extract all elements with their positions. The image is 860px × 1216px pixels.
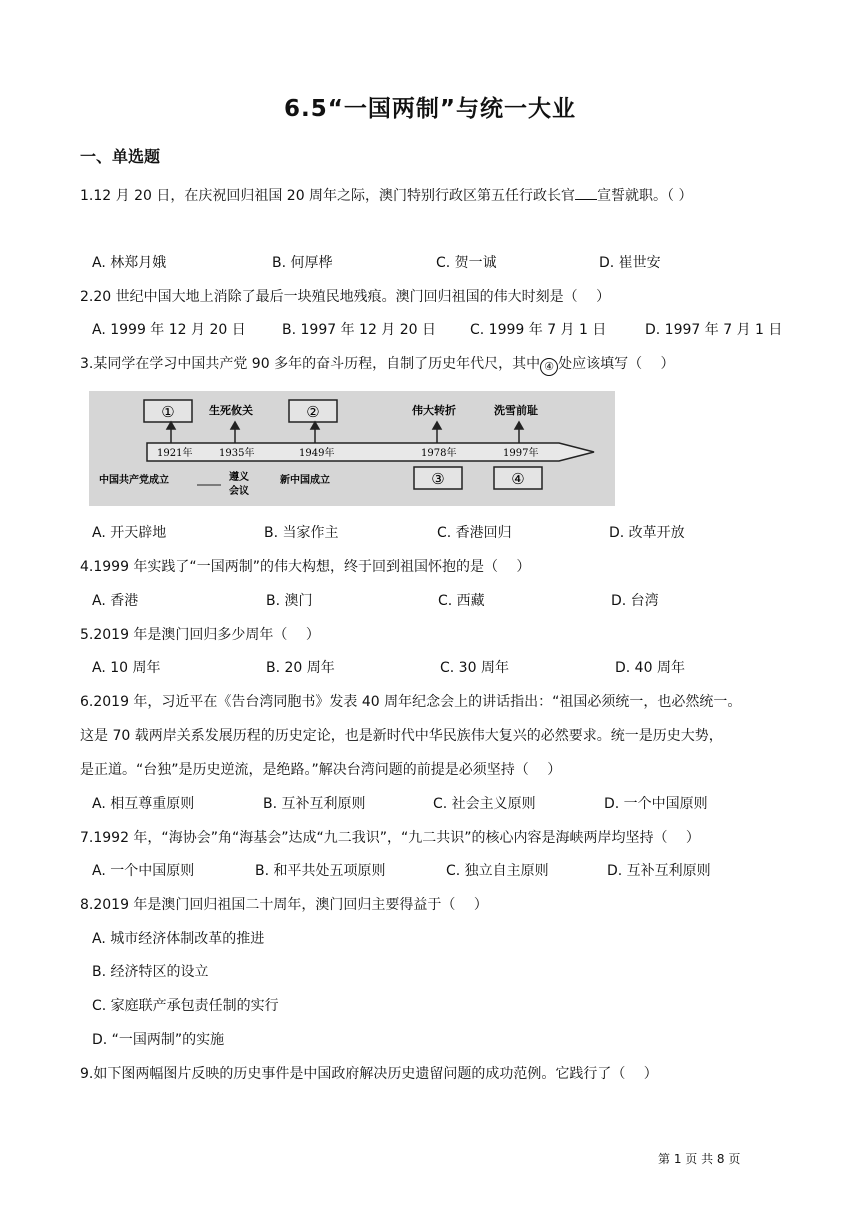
question-1-option-a[interactable]: A. 林郑月娥: [92, 255, 167, 271]
timeline-box-1-label: ①: [161, 403, 175, 421]
question-8-option-c[interactable]: C. 家庭联产承包责任制的实行: [92, 998, 279, 1014]
question-7-option-c[interactable]: C. 独立自主原则: [446, 863, 549, 879]
timeline-label-zunyi: 遵义: [229, 472, 249, 483]
question-8-stem: 8.2019 年是澳门回归祖国二十周年，澳门回归主要得益于（ ）: [80, 897, 488, 913]
question-2-option-b[interactable]: B. 1997 年 12 月 20 日: [282, 322, 437, 338]
section-heading: 一、单选题: [80, 147, 161, 166]
question-3-option-c[interactable]: C. 香港回归: [437, 525, 512, 541]
question-3-option-d[interactable]: D. 改革开放: [609, 525, 685, 541]
question-5-option-d[interactable]: D. 40 周年: [615, 660, 685, 676]
question-7-option-a[interactable]: A. 一个中国原则: [92, 863, 195, 879]
timeline-year-1978: 1978年: [421, 448, 457, 459]
question-9-stem: 9.如下图两幅图片反映的历史事件是中国政府解决历史遗留问题的成功范例。它践行了（ ）: [80, 1066, 658, 1082]
page-title: 6.5“一国两制”与统一大业: [284, 96, 576, 122]
question-5-option-b[interactable]: B. 20 周年: [266, 660, 335, 676]
circled-number: ④: [540, 358, 558, 376]
question-8-option-a[interactable]: A. 城市经济体制改革的推进: [92, 931, 265, 947]
answer-blank: [575, 185, 597, 200]
timeline-label-xixue: 洗雪前耻: [494, 404, 538, 417]
timeline-label-shengsi: 生死攸关: [209, 404, 253, 417]
question-3-option-b[interactable]: B. 当家作主: [264, 525, 339, 541]
question-1-option-d[interactable]: D. 崔世安: [599, 255, 661, 271]
question-7-stem: 7.1992 年，“海协会”角“海基会”达成“九二我识”，“九二共识”的核心内容是海峡两岸均坚持（ ）: [80, 830, 700, 846]
timeline-label-weida: 伟大转折: [412, 404, 456, 417]
timeline-image: [89, 391, 615, 506]
question-1-stem: 1.12 月 20 日，在庆祝回归祖国 20 周年之际，澳门特别行政区第五任行政长官 宣誓就职。（ ）: [80, 185, 693, 206]
question-2-stem: 2.20 世纪中国大地上消除了最后一块殖民地残痕。澳门回归祖国的伟大时刻是（ ）: [80, 289, 611, 305]
question-7-option-b[interactable]: B. 和平共处五项原则: [255, 863, 386, 879]
question-5-stem: 5.2019 年是澳门回归多少周年（ ）: [80, 627, 320, 643]
timeline-year-1921: 1921年: [157, 448, 193, 459]
timeline-label-huiyi: 会议: [229, 486, 249, 497]
question-4-option-d[interactable]: D. 台湾: [611, 593, 659, 609]
question-6-option-c[interactable]: C. 社会主义原则: [433, 796, 536, 812]
question-2-option-d[interactable]: D. 1997 年 7 月 1 日: [645, 322, 783, 338]
question-4-option-a[interactable]: A. 香港: [92, 593, 139, 609]
question-2-option-a[interactable]: A. 1999 年 12 月 20 日: [92, 322, 246, 338]
question-5-option-c[interactable]: C. 30 周年: [440, 660, 509, 676]
question-8-option-d[interactable]: D. “一国两制”的实施: [92, 1032, 225, 1048]
timeline-box-3-label: ③: [431, 470, 445, 488]
question-6-stem-line-2: 这是 70 载两岸关系发展历程的历史定论，也是新时代中华民族伟大复兴的必然要求。统一是历史大势，: [80, 728, 723, 744]
timeline-box-2-label: ②: [306, 403, 320, 421]
question-2-option-c[interactable]: C. 1999 年 7 月 1 日: [470, 322, 607, 338]
question-4-stem: 4.1999 年实践了“一国两制”的伟大构想，终于回到祖国怀抱的是（ ）: [80, 559, 531, 575]
question-7-option-d[interactable]: D. 互补互利原则: [607, 863, 711, 879]
question-6-stem-line-1: 6.2019 年，习近平在《告台湾同胞书》发表 40 周年纪念会上的讲话指出：“祖国必须统一，也必然统一。: [80, 694, 742, 710]
timeline-year-1997: 1997年: [503, 448, 539, 459]
timeline-year-1949: 1949年: [299, 448, 335, 459]
question-3-stem: 3.某同学在学习中国共产党 90 多年的奋斗历程，自制了历史年代尺，其中 ④ 处应该填写（ ）: [80, 354, 675, 376]
page-footer: 第 1 页 共 8 页: [658, 1152, 741, 1166]
question-6-option-a[interactable]: A. 相互尊重原则: [92, 796, 195, 812]
question-1-option-c[interactable]: C. 贺一诚: [436, 255, 497, 271]
question-5-option-a[interactable]: A. 10 周年: [92, 660, 161, 676]
timeline-label-prc: 新中国成立: [280, 475, 330, 486]
timeline-year-1935: 1935年: [219, 448, 255, 459]
question-4-option-c[interactable]: C. 西藏: [438, 593, 485, 609]
question-6-option-b[interactable]: B. 互补互利原则: [263, 796, 366, 812]
question-4-option-b[interactable]: B. 澳门: [266, 593, 313, 609]
timeline-box-4-label: ④: [511, 470, 525, 488]
question-6-stem-line-3: 是正道。“台独”是历史逆流，是绝路。”解决台湾问题的前提是必须坚持（ ）: [80, 762, 562, 778]
question-1-option-b[interactable]: B. 何厚桦: [272, 255, 333, 271]
question-8-option-b[interactable]: B. 经济特区的设立: [92, 964, 209, 980]
question-6-option-d[interactable]: D. 一个中国原则: [604, 796, 708, 812]
timeline-label-cpc: 中国共产党成立: [99, 475, 169, 486]
question-3-option-a[interactable]: A. 开天辟地: [92, 525, 167, 541]
